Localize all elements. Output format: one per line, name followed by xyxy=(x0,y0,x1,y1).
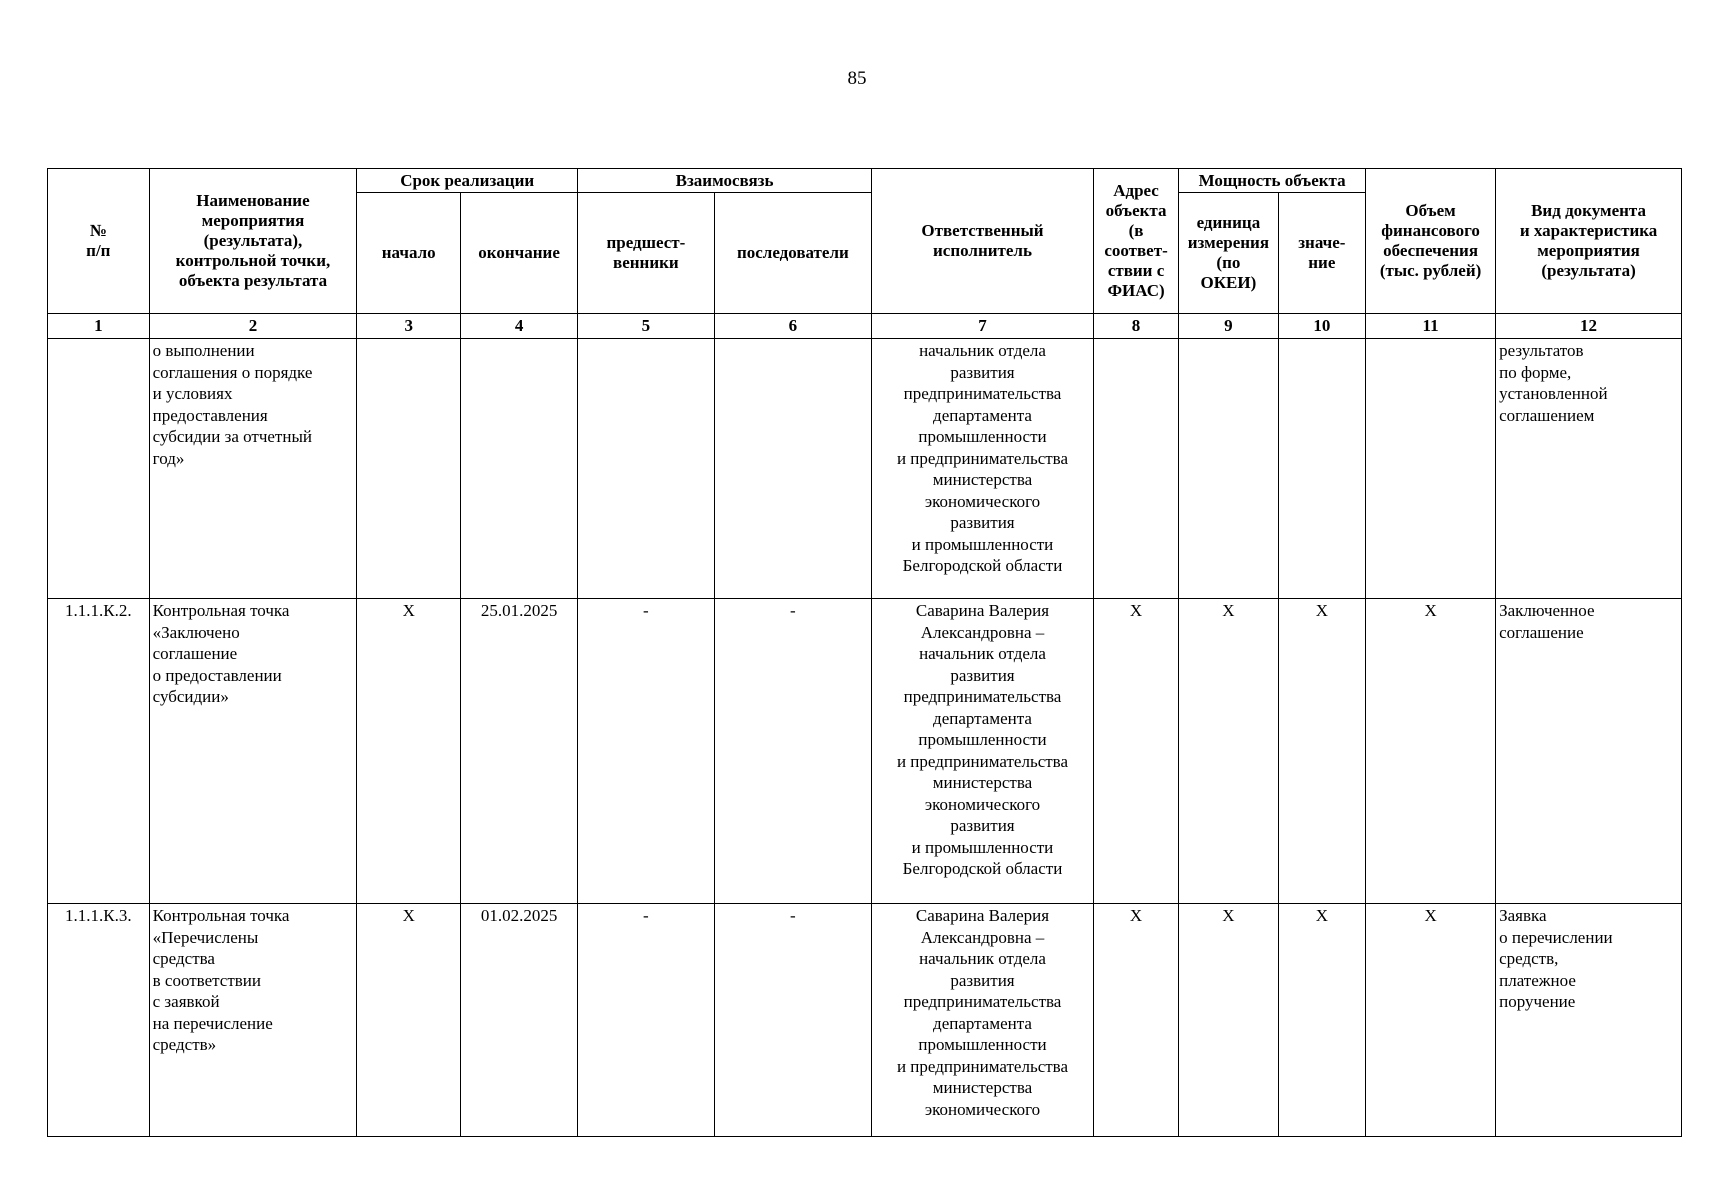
header-start: начало xyxy=(357,193,461,314)
column-number: 11 xyxy=(1366,314,1496,339)
cell-unit: X xyxy=(1179,904,1278,1137)
cell-doc: Заключенное соглашение xyxy=(1496,599,1682,904)
cell-finance: X xyxy=(1366,904,1496,1137)
table-row xyxy=(48,599,1682,904)
cell-start: X xyxy=(357,904,461,1137)
cell-responsible: Саварина Валерия Александровна – начальник отдела развития предпринимательства департамента промышленности и предпринимательства министерства экономического развития и промышленности Белгородской области xyxy=(872,599,1094,904)
table-row xyxy=(48,904,1682,1137)
column-number: 7 xyxy=(872,314,1094,339)
cell-successors xyxy=(714,339,871,599)
cell-predecessors: - xyxy=(578,904,715,1137)
cell-start: X xyxy=(357,599,461,904)
column-number: 6 xyxy=(714,314,871,339)
cell-address: X xyxy=(1093,599,1178,904)
cell-end: 25.01.2025 xyxy=(461,599,578,904)
cell-responsible: начальник отдела развития предпринимательства департамента промышленности и предпринимательства министерства экономического развития и промышленности Белгородской области xyxy=(872,339,1094,599)
cell-predecessors: - xyxy=(578,599,715,904)
cell-finance xyxy=(1366,339,1496,599)
column-number: 8 xyxy=(1093,314,1178,339)
cell-num: 1.1.1.К.3. xyxy=(48,904,150,1137)
header-finance: Объем финансового обеспечения (тыс. рублей) xyxy=(1366,169,1496,314)
cell-end: 01.02.2025 xyxy=(461,904,578,1137)
column-number: 10 xyxy=(1278,314,1365,339)
cell-name: о выполнении соглашения о порядке и условиях предоставления субсидии за отчетный год» xyxy=(149,339,357,599)
header-responsible: Ответственный исполнитель xyxy=(872,169,1094,314)
cell-name: Контрольная точка «Перечислены средства в соответствии с заявкой на перечисление средств» xyxy=(149,904,357,1137)
header-num: № п/п xyxy=(48,169,150,314)
header-unit: единица измерения (по ОКЕИ) xyxy=(1179,193,1278,314)
cell-value: X xyxy=(1278,599,1365,904)
header-name: Наименование мероприятия (результата), контрольной точки, объекта результата xyxy=(149,169,357,314)
header-capacity: Мощность объекта xyxy=(1179,169,1366,193)
cell-unit: X xyxy=(1179,599,1278,904)
cell-name: Контрольная точка «Заключено соглашение о предоставлении субсидии» xyxy=(149,599,357,904)
column-number: 1 xyxy=(48,314,150,339)
cell-doc: результатов по форме, установленной соглашением xyxy=(1496,339,1682,599)
column-numbers-row xyxy=(48,314,1682,339)
cell-doc: Заявка о перечислении средств, платежное поручение xyxy=(1496,904,1682,1137)
column-number: 2 xyxy=(149,314,357,339)
header-predecessors: предшест- венники xyxy=(578,193,715,314)
column-number: 12 xyxy=(1496,314,1682,339)
cell-value xyxy=(1278,339,1365,599)
header-period: Срок реализации xyxy=(357,169,578,193)
header-end: окончание xyxy=(461,193,578,314)
header-doc: Вид документа и характеристика мероприятия (результата) xyxy=(1496,169,1682,314)
cell-start xyxy=(357,339,461,599)
cell-successors: - xyxy=(714,904,871,1137)
cell-address xyxy=(1093,339,1178,599)
table-header xyxy=(48,169,1682,339)
table-row xyxy=(48,339,1682,599)
cell-address: X xyxy=(1093,904,1178,1137)
page-number: 85 xyxy=(847,68,867,89)
cell-num: 1.1.1.К.2. xyxy=(48,599,150,904)
column-number: 5 xyxy=(578,314,715,339)
header-value: значе- ние xyxy=(1278,193,1365,314)
cell-finance: X xyxy=(1366,599,1496,904)
column-number: 4 xyxy=(461,314,578,339)
header-successors: последователи xyxy=(714,193,871,314)
cell-value: X xyxy=(1278,904,1365,1137)
cell-unit xyxy=(1179,339,1278,599)
cell-responsible: Саварина Валерия Александровна – начальник отдела развития предпринимательства департамента промышленности и предпринимательства министерства экономического xyxy=(872,904,1094,1137)
header-address: Адрес объекта (в соответ- ствии с ФИАС) xyxy=(1093,169,1178,314)
cell-end xyxy=(461,339,578,599)
cell-successors: - xyxy=(714,599,871,904)
column-number: 3 xyxy=(357,314,461,339)
plan-table xyxy=(47,168,1682,1137)
cell-num xyxy=(48,339,150,599)
header-relation: Взаимосвязь xyxy=(578,169,872,193)
column-number: 9 xyxy=(1179,314,1278,339)
cell-predecessors xyxy=(578,339,715,599)
